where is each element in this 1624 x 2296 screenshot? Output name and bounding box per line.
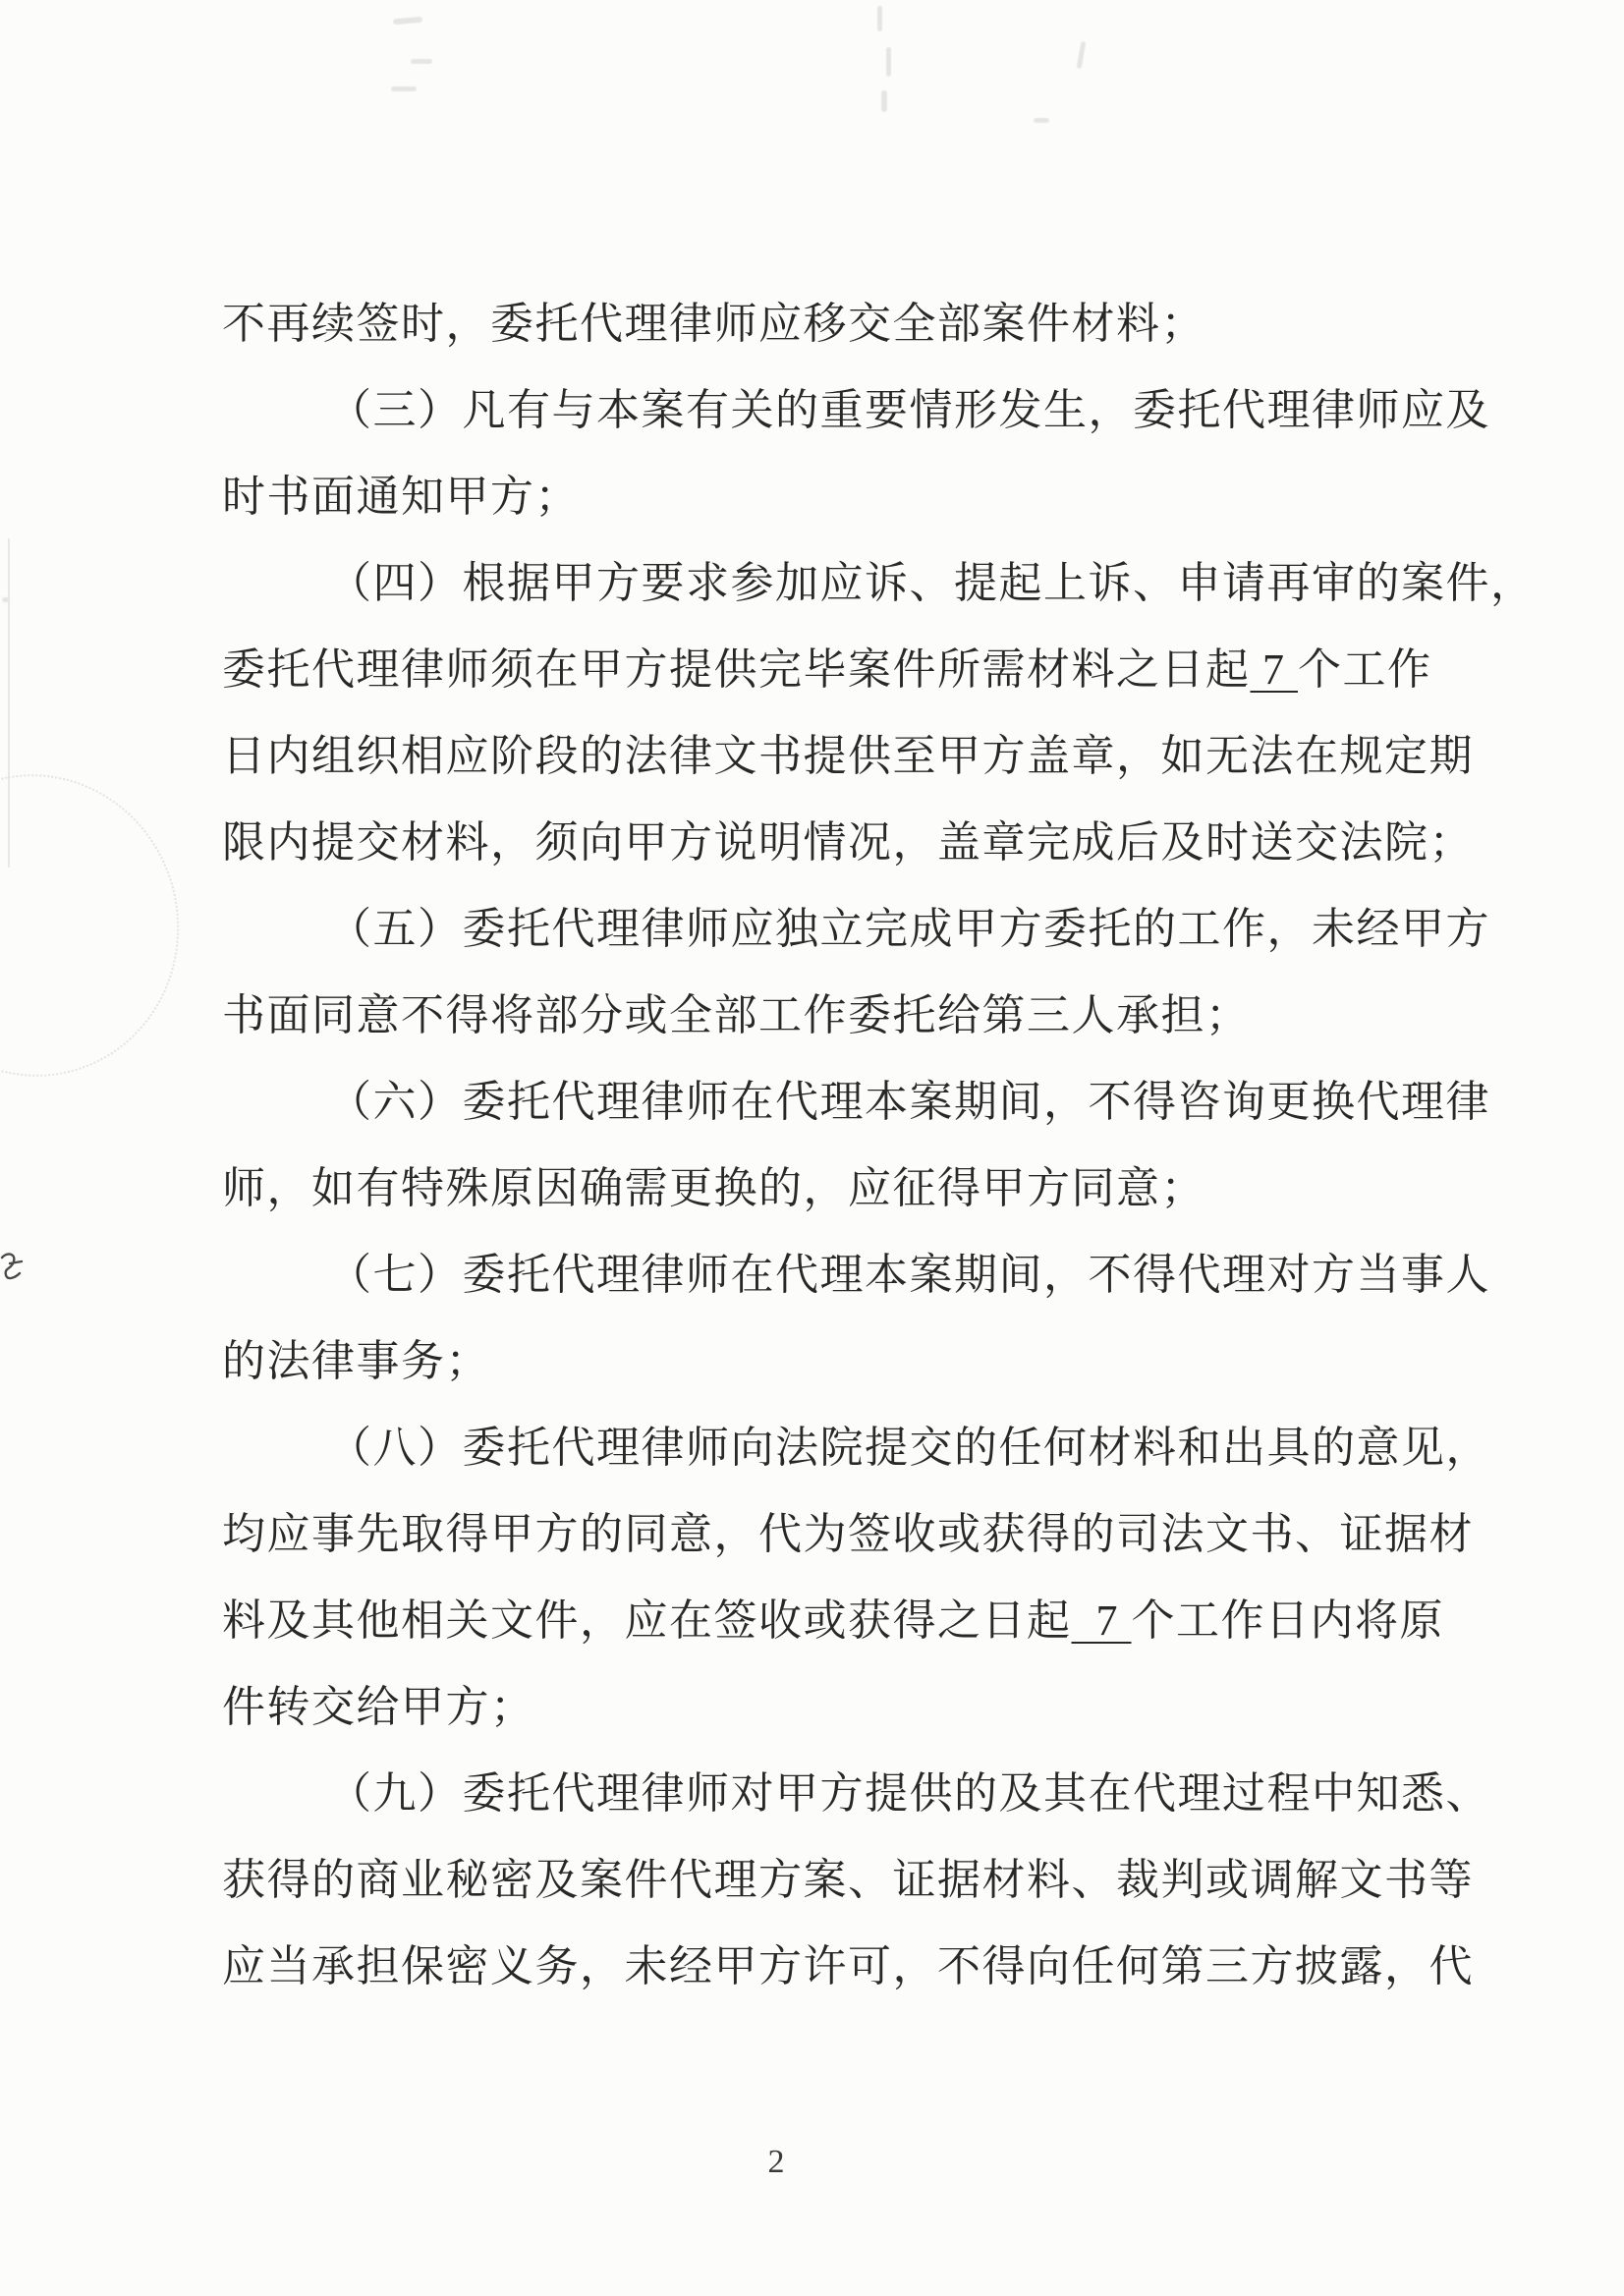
contract-body	[222, 281, 1536, 2010]
stamp-artifact	[0, 752, 203, 1099]
scan-smudge	[393, 17, 422, 26]
contract-line: （六）委托代理律师在代理本案期间，不得咨询更换代理律	[328, 1078, 1490, 1126]
contract-line: 书面同意不得将部分或全部工作委托给第三人承担；	[222, 991, 1251, 1039]
contract-line: 不再续签时，委托代理律师应移交全部案件材料；	[222, 300, 1205, 348]
contract-line	[222, 627, 1480, 713]
contract-line: （五）委托代理律师应独立完成甲方委托的工作，未经甲方	[328, 905, 1490, 953]
contract-line	[222, 1578, 1480, 1664]
text-segment: 委托代理律师须在甲方提供完毕案件所需材料之日起	[222, 645, 1251, 694]
scan-smudge	[886, 47, 891, 77]
contract-line: （四）根据甲方要求参加应诉、提起上诉、申请再审的案件，	[328, 559, 1536, 607]
scan-smudge	[881, 90, 887, 112]
text-segment: 料及其他相关文件，应在签收或获得之日起	[222, 1596, 1072, 1645]
contract-line: （三）凡有与本案有关的重要情形发生，委托代理律师应及	[328, 386, 1490, 434]
contract-line: 件转交给甲方；	[222, 1683, 535, 1731]
text-segment: 个工作	[1298, 645, 1432, 694]
contract-line: 日内组织相应阶段的法律文书提供至甲方盖章，如无法在规定期	[222, 732, 1474, 780]
contract-line: 的法律事务；	[222, 1337, 490, 1385]
ink-mark	[0, 1248, 35, 1287]
contract-line: 时书面通知甲方；	[222, 473, 580, 521]
scan-smudge	[1034, 118, 1049, 123]
contract-line: 应当承担保密义务，未经甲方许可，不得向任何第三方披露，代	[222, 1942, 1474, 1990]
scan-smudge	[877, 6, 882, 31]
contract-line: （七）委托代理律师在代理本案期间，不得代理对方当事人	[328, 1251, 1490, 1299]
scan-smudge	[1077, 41, 1087, 69]
underlined-number: 7	[1250, 645, 1298, 694]
page-number: 2	[767, 2144, 785, 2180]
scan-smudge	[411, 59, 432, 64]
contract-line: 师，如有特殊原因确需更换的，应征得甲方同意；	[222, 1164, 1205, 1212]
scan-smudge	[391, 86, 417, 91]
contract-line: （八）委托代理律师向法院提交的任何材料和出具的意见，	[328, 1424, 1490, 1472]
underlined-number: 7	[1071, 1596, 1132, 1645]
contract-line: （九）委托代理律师对甲方提供的及其在代理过程中知悉、	[328, 1769, 1490, 1818]
contract-line: 限内提交材料，须向甲方说明情况，盖章完成后及时送交法院；	[222, 818, 1474, 867]
contract-line: 获得的商业秘密及案件代理方案、证据材料、裁判或调解文书等	[222, 1856, 1474, 1904]
text-segment: 个工作日内将原	[1131, 1596, 1444, 1645]
contract-line: 均应事先取得甲方的同意，代为签收或获得的司法文书、证据材	[222, 1510, 1474, 1558]
